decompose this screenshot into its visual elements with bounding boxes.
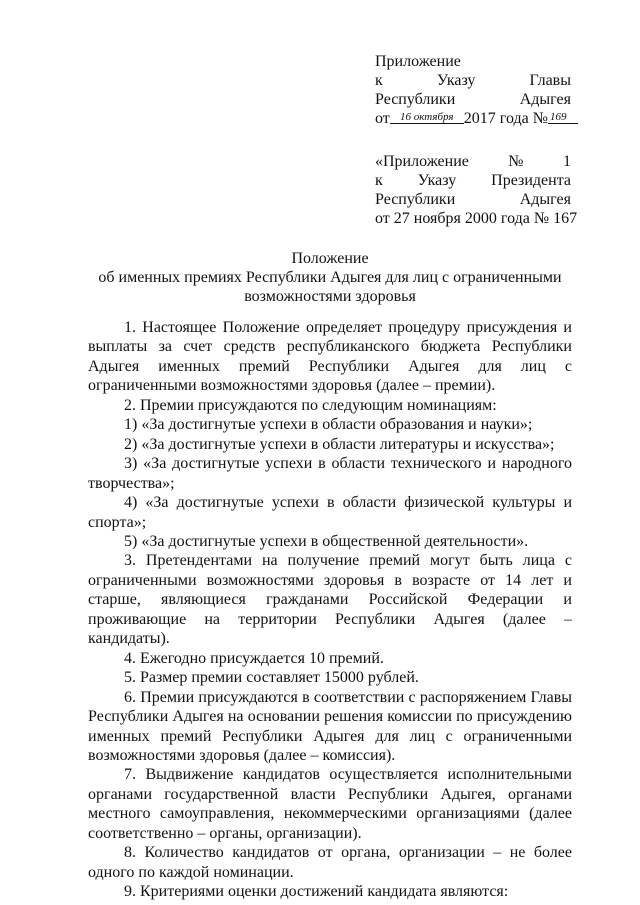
- handwritten-date: 16 октября: [390, 111, 464, 124]
- paragraph-5: 5. Размер премии составляет 15000 рублей.: [124, 669, 419, 687]
- appendix-current-line1: Приложение: [375, 53, 461, 70]
- appendix-original-line1: [375, 152, 571, 171]
- appendix-original-line2: [375, 171, 571, 190]
- word: Республики: [375, 91, 456, 108]
- paragraph-6: 6. Премии присуждаются в соответствии с распоряжением Главы Республики Адыгея на основании решения комиссии по присуждению именных премий Республики Адыгея для лиц с ограниченными возможностями здоровья (далее – комиссия).: [88, 688, 572, 764]
- paragraph-3: 3. Претендентами на получение премий могут быть лица с ограниченными возможностями здоровья в возрасте от 14 лет и старше, являющиеся гражданами Российской Федерации и проживающие на территории Республики Адыгея (далее – кандидаты).: [88, 552, 572, 648]
- word: Президента: [491, 172, 571, 189]
- word: Указу: [436, 72, 476, 89]
- appendix-current-header: [375, 52, 571, 128]
- paragraph-4: 4. Ежегодно присуждается 10 премий.: [124, 649, 384, 667]
- word: к: [375, 172, 383, 189]
- document-title: [80, 249, 580, 306]
- word: №: [508, 153, 524, 170]
- nomination-3: 3) «За достигнутые успехи в области технического и народного творчества»;: [88, 455, 572, 492]
- paragraph-7: 7. Выдвижение кандидатов осуществляется исполнительными органами государственной власти Республики Адыгея, органами местного самоуправления, некоммерческими организациями (далее соответственно – органы, организации).: [88, 766, 572, 842]
- nomination-5: 5) «За достигнутые успехи в общественной деятельности».: [124, 532, 529, 550]
- word: 1: [562, 153, 571, 170]
- word: Указу: [417, 172, 457, 189]
- year-text: 2017 года №: [463, 110, 548, 127]
- title-line1: Положение: [291, 250, 369, 267]
- paragraph-2: 2. Премии присуждаются по следующим номинациям:: [124, 396, 497, 414]
- handwritten-number: 169: [548, 111, 578, 124]
- word: к: [375, 72, 383, 89]
- appendix-original-header: [375, 152, 578, 228]
- paragraph-9: 9. Критериями оценки достижений кандидата являются:: [124, 883, 509, 901]
- appendix-current-line2: [375, 71, 571, 90]
- word: «Приложение: [375, 153, 469, 170]
- nomination-1: 1) «За достигнутые успехи в области образования и науки»;: [124, 416, 533, 434]
- word: Республики: [375, 191, 456, 208]
- document-body: [88, 318, 572, 902]
- word: Главы: [529, 72, 571, 89]
- word: Адыгея: [519, 191, 571, 208]
- appendix-original-line3: [375, 190, 571, 209]
- appendix-current-date-line: [375, 109, 571, 128]
- nomination-4: 4) «За достигнутые успехи в области физической культуры и спорта»;: [88, 494, 572, 531]
- appendix-original-line4: от 27 ноября 2000 года № 167: [375, 210, 578, 227]
- title-line2: об именных премиях Республики Адыгея для лиц с ограниченными: [98, 269, 562, 286]
- title-line3: возможностями здоровья: [244, 288, 416, 305]
- paragraph-1: 1. Настоящее Положение определяет процедуру присуждения и выплаты за счет средств республиканского бюджета Республики Адыгея именных премий Республики Адыгея для лиц с ограниченными возможностями здоровья (далее – премии).: [88, 319, 572, 395]
- word: Адыгея: [519, 91, 571, 108]
- prefix-from: от: [375, 110, 390, 127]
- nomination-2: 2) «За достигнутые успехи в области литературы и искусства»;: [124, 435, 555, 453]
- paragraph-8: 8. Количество кандидатов от органа, организации – не более одного по каждой номинации.: [88, 844, 572, 881]
- appendix-current-line3: [375, 90, 571, 109]
